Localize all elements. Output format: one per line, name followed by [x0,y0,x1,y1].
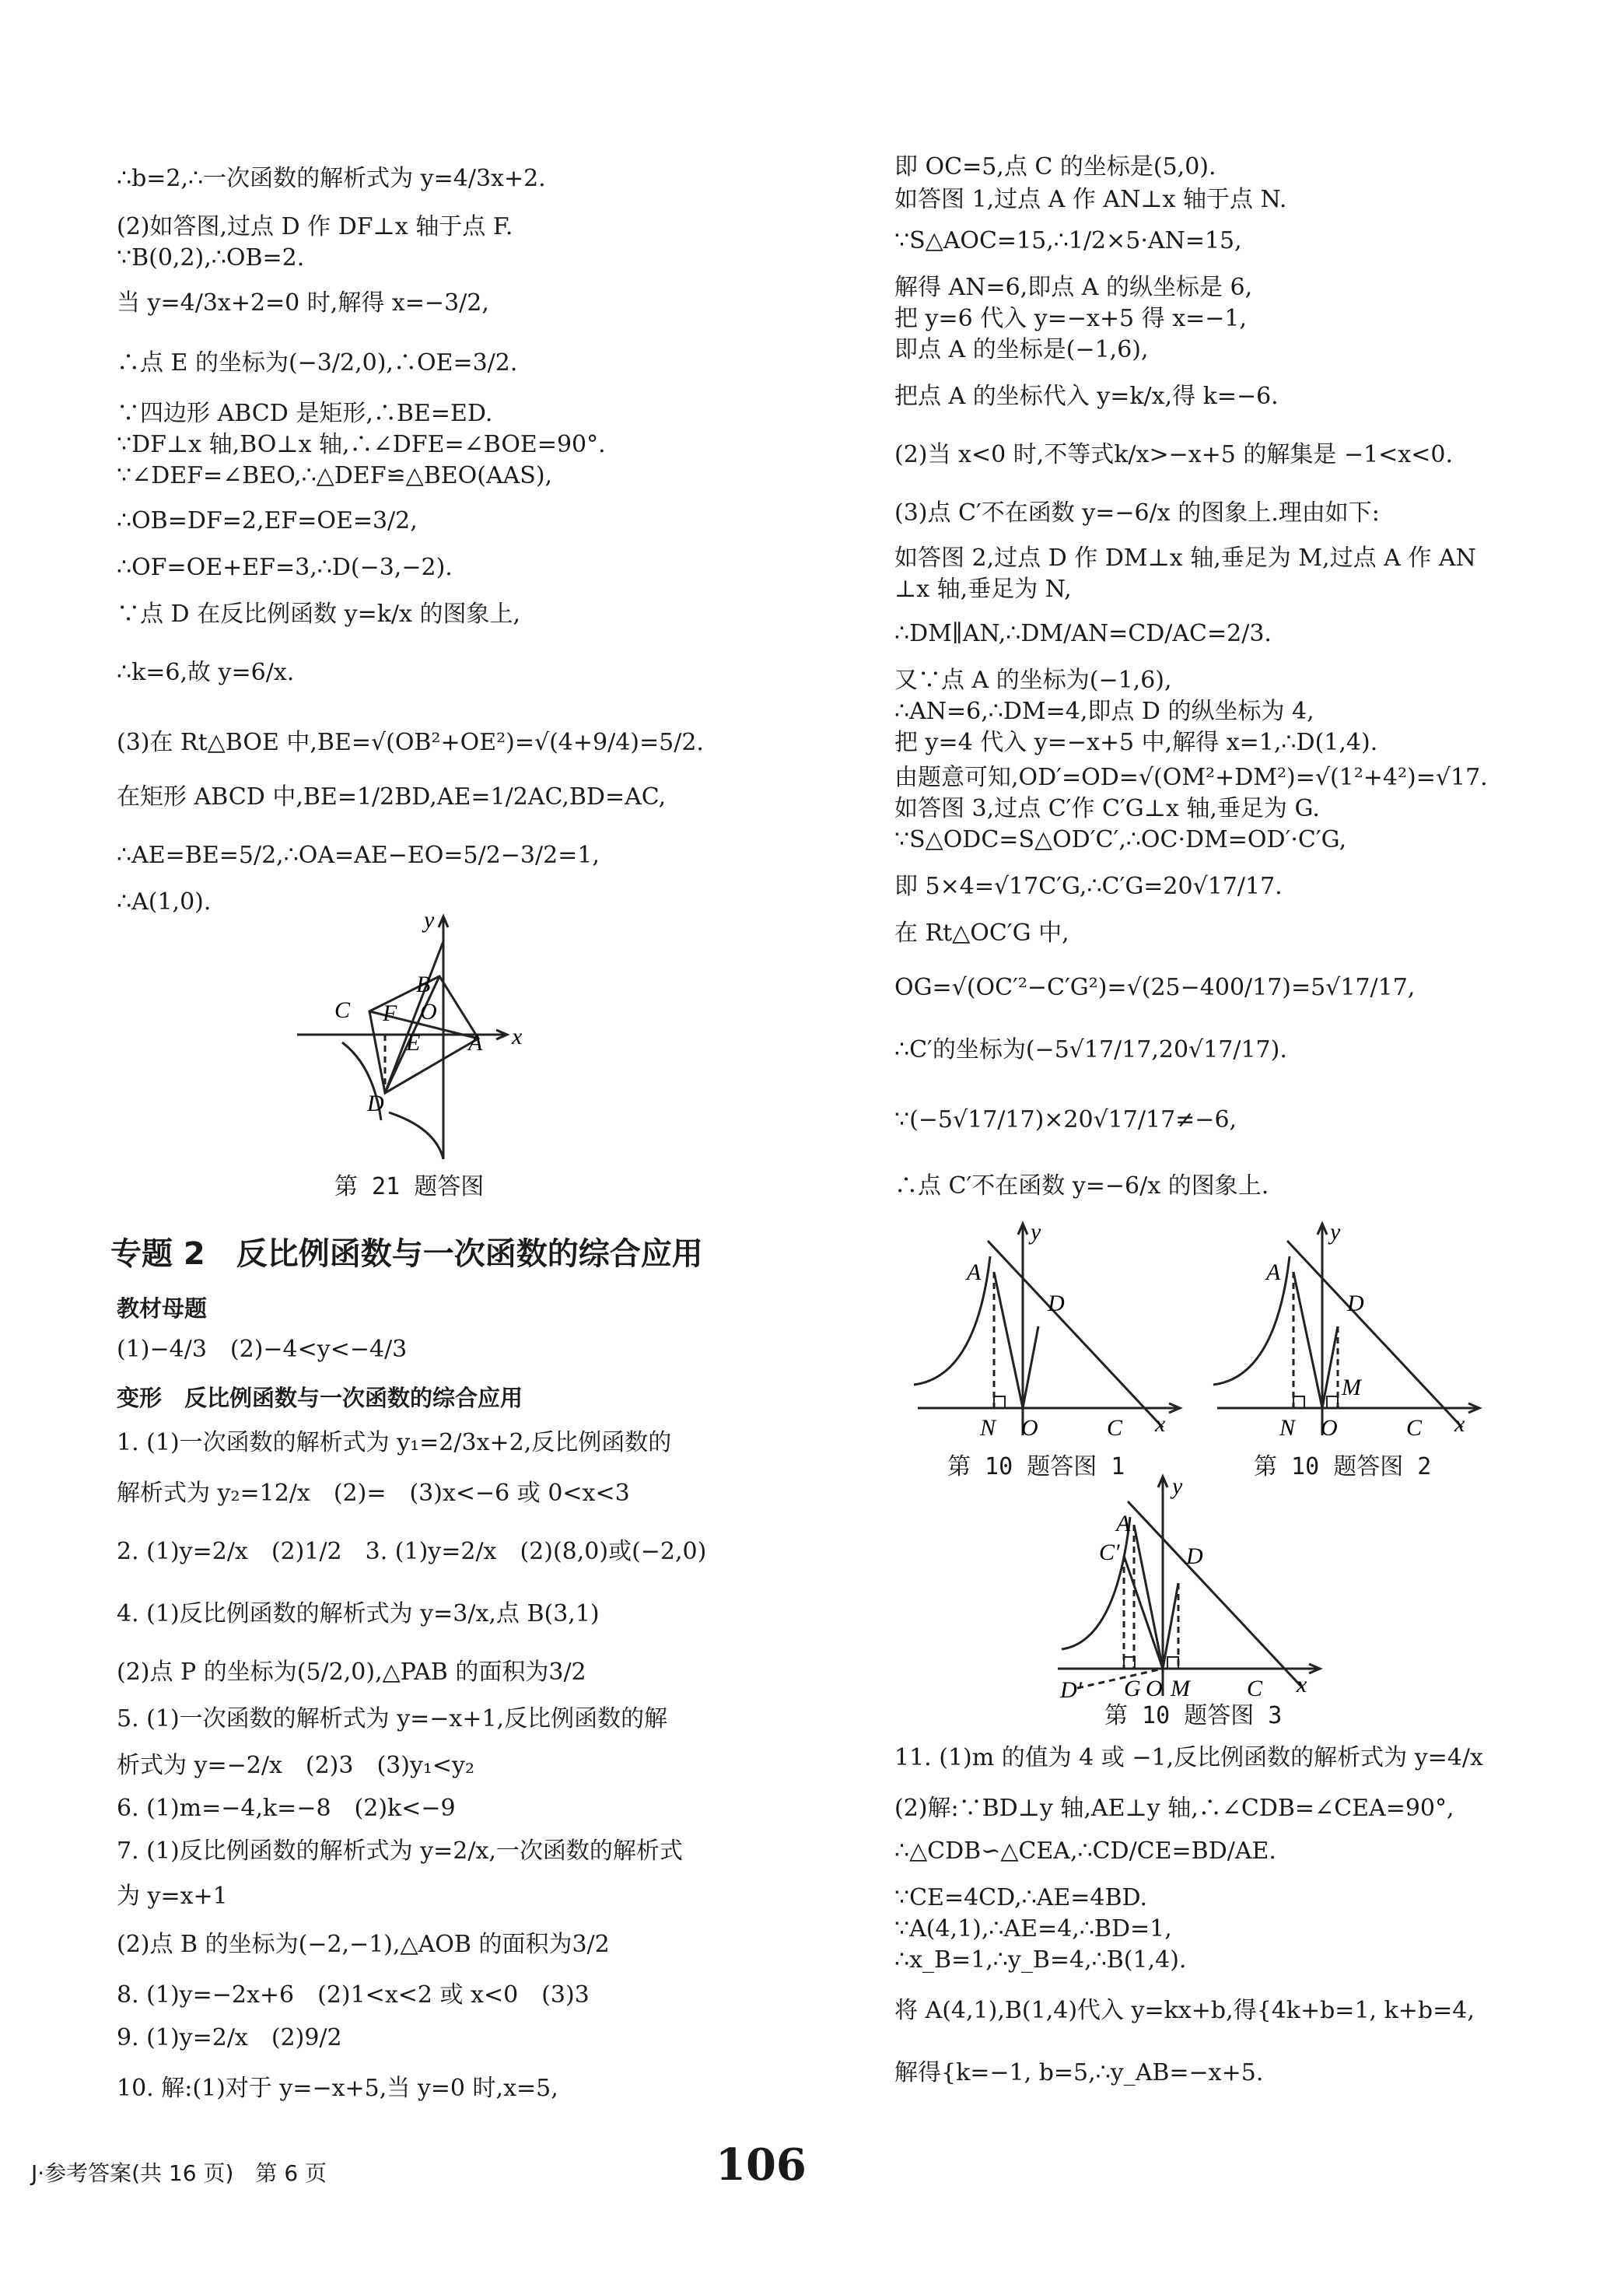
text-line: 11. (1)m 的值为 4 或 −1,反比例函数的解析式为 y=4/x [894,1744,1483,1771]
topic-title: 专题 2 反比例函数与一次函数的综合应用 [110,1236,703,1272]
figure-10-1 [906,1210,1194,1443]
text-line: ∴△CDB∽△CEA,∴CD/CE=BD/AE. [894,1837,1276,1865]
text-line: 将 A(4,1),B(1,4)代入 y=kx+b,得{4k+b=1, k+b=4, [894,1997,1475,2024]
fig10-2-label-o: O [1321,1415,1338,1441]
fig10-3-label-y: y [1172,1473,1183,1499]
text-line: ∴DM∥AN,∴DM/AN=CD/AC=2/3. [894,620,1272,647]
fig10-1-label-c: C [1107,1415,1123,1441]
text-line: ⊥x 轴,垂足为 N, [894,576,1072,603]
text-line: 4. (1)反比例函数的解析式为 y=3/x,点 B(3,1) [117,1600,600,1627]
text-line: ∵S△ODC=S△OD′C′,∴OC·DM=OD′·C′G, [894,826,1347,853]
text-line: 在 Rt△OC′G 中, [894,920,1069,947]
text-line: 为 y=x+1 [117,1883,228,1910]
fig21-label-o: O [420,999,437,1025]
fig10-2-label-a: A [1266,1259,1281,1285]
text-line: ∴点 E 的坐标为(−3/2,0),∴OE=3/2. [117,349,518,377]
footer-label: J·参考答案(共 16 页) 第 6 页 [31,2160,327,2186]
text-line: 即 OC=5,点 C 的坐标是(5,0). [894,153,1216,180]
fig21-label-f: F [383,1000,397,1026]
text-line: 解得 AN=6,即点 A 的纵坐标是 6, [894,274,1253,301]
text-line: (3)在 Rt△BOE 中,BE=√(OB²+OE²)=√(4+9/4)=5/2. [117,729,704,756]
text-line: (1)−4/3 (2)−4<y<−4/3 [117,1336,408,1363]
text-line: ∴k=6,故 y=6/x. [117,659,295,686]
fig21-label-y: y [424,907,435,933]
text-line: 如答图 3,过点 C′作 C′G⊥x 轴,垂足为 G. [894,795,1320,822]
fig10-3-label-c: C [1247,1676,1263,1701]
fig10-3-label-a: A [1116,1511,1131,1536]
fig10-1-label-n: N [980,1415,996,1441]
fig10-1-label-x: x [1155,1411,1166,1437]
text-line: ∴AN=6,∴DM=4,即点 D 的纵坐标为 4, [894,698,1314,725]
fig10-1-label-y: y [1031,1219,1041,1245]
fig10-2-label-c: C [1406,1415,1423,1441]
figure-10-3 [1046,1470,1334,1704]
figure-10-2 [1206,1210,1493,1443]
text-line: ∵点 D 在反比例函数 y=k/x 的图象上, [117,601,521,628]
fig10-3-label-o: O [1146,1676,1163,1701]
text-line: ∵(−5√17/17)×20√17/17≠−6, [894,1106,1237,1133]
fig10-caption-1: 第 10 题答图 1 [947,1453,1125,1480]
fig10-2-label-x: x [1454,1411,1465,1437]
text-line: ∴x_B=1,∴y_B=4,∴B(1,4). [894,1946,1187,1974]
fig10-2-label-m: M [1342,1375,1361,1400]
fig10-3-label-m: M [1171,1676,1190,1701]
text-line: (2)点 P 的坐标为(5/2,0),△PAB 的面积为3/2 [117,1659,586,1686]
fig21-label-e: E [406,1030,421,1056]
fig10-3-label-c-prime: C′ [1099,1540,1120,1565]
text-line: (2)当 x<0 时,不等式k/x>−x+5 的解集是 −1<x<0. [894,441,1453,468]
text-line: (3)点 C′不在函数 y=−6/x 的图象上.理由如下: [894,499,1380,527]
text-line: 即 5×4=√17C′G,∴C′G=20√17/17. [894,873,1283,900]
text-line: ∵∠DEF=∠BEO,∴△DEF≌△BEO(AAS), [117,462,553,489]
fig10-2-label-d: D [1347,1291,1364,1316]
fig10-3-label-d-prime: D′ [1060,1677,1083,1703]
fig10-1-label-d: D [1048,1291,1065,1316]
text-line: 10. 解:(1)对于 y=−x+5,当 y=0 时,x=5, [117,2075,558,2102]
text-line: 解析式为 y₂=12/x (2)= (3)x<−6 或 0<x<3 [117,1480,630,1507]
fig21-label-a: A [468,1030,483,1056]
figure-21 [288,902,552,1167]
fig10-1-label-o: O [1021,1415,1038,1441]
text-line: ∵四边形 ABCD 是矩形,∴BE=ED. [117,400,493,427]
text-line: ∵B(0,2),∴OB=2. [117,244,305,271]
text-line: (2)点 B 的坐标为(−2,−1),△AOB 的面积为3/2 [117,1931,610,1958]
text-line: 9. (1)y=2/x (2)9/2 [117,2024,342,2051]
text-line: 当 y=4/3x+2=0 时,解得 x=−3/2, [117,289,489,317]
fig10-3-label-g: G [1124,1676,1141,1701]
text-line: ∴OB=DF=2,EF=OE=3/2, [117,507,418,534]
fig21-label-x: x [512,1024,523,1049]
text-line: 析式为 y=−2/x (2)3 (3)y₁<y₂ [117,1752,475,1779]
fig21-label-d: D [367,1091,384,1116]
text-line: (2)如答图,过点 D 作 DF⊥x 轴于点 F. [117,213,513,240]
topic-sub-variant: 变形 反比例函数与一次函数的综合应用 [117,1385,523,1411]
text-line: ∴AE=BE=5/2,∴OA=AE−EO=5/2−3/2=1, [117,842,600,869]
fig10-3-label-x: x [1297,1672,1307,1697]
text-line: 如答图 1,过点 A 作 AN⊥x 轴于点 N. [894,186,1287,213]
text-line: 7. (1)反比例函数的解析式为 y=2/x,一次函数的解析式 [117,1837,683,1865]
fig21-label-c: C [334,997,351,1023]
text-line: 5. (1)一次函数的解析式为 y=−x+1,反比例函数的解 [117,1705,668,1732]
text-line: 把点 A 的坐标代入 y=k/x,得 k=−6. [894,383,1279,410]
text-line: ∵A(4,1),∴AE=4,∴BD=1, [894,1915,1172,1942]
fig10-2-label-n: N [1279,1415,1296,1441]
text-line: 如答图 2,过点 D 作 DM⊥x 轴,垂足为 M,过点 A 作 AN [894,545,1476,572]
fig10-3-label-d: D [1186,1543,1203,1569]
fig10-caption-3: 第 10 题答图 3 [1104,1702,1283,1729]
text-line: ∴点 C′不在函数 y=−6/x 的图象上. [894,1172,1269,1200]
text-line: ∵CE=4CD,∴AE=4BD. [894,1884,1148,1911]
text-line: 把 y=4 代入 y=−x+5 中,解得 x=1,∴D(1,4). [894,729,1378,756]
text-line: OG=√(OC′²−C′G²)=√(25−400/17)=5√17/17, [894,974,1416,1001]
text-line: ∴b=2,∴一次函数的解析式为 y=4/3x+2. [117,165,546,192]
fig21-caption: 第 21 题答图 [334,1173,485,1200]
fig21-label-b: B [416,972,431,997]
text-line: ∵S△AOC=15,∴1/2×5·AN=15, [894,227,1242,254]
fig10-1-label-a: A [967,1259,982,1285]
text-line: 即点 A 的坐标是(−1,6), [894,336,1149,363]
text-line: 把 y=6 代入 y=−x+5 得 x=−1, [894,305,1248,332]
text-line: 6. (1)m=−4,k=−8 (2)k<−9 [117,1795,456,1822]
topic-sub-textbook: 教材母题 [117,1295,208,1322]
text-line: 2. (1)y=2/x (2)1/2 3. (1)y=2/x (2)(8,0)或(−2,0) [117,1538,707,1565]
text-line: ∴OF=OE+EF=3,∴D(−3,−2). [117,554,453,581]
text-line: 1. (1)一次函数的解析式为 y₁=2/3x+2,反比例函数的 [117,1429,672,1456]
text-line: 8. (1)y=−2x+6 (2)1<x<2 或 x<0 (3)3 [117,1981,590,2009]
text-line: 解得{k=−1, b=5,∴y_AB=−x+5. [894,2059,1264,2086]
text-line: ∴C′的坐标为(−5√17/17,20√17/17). [894,1036,1287,1063]
text-line: ∵DF⊥x 轴,BO⊥x 轴,∴∠DFE=∠BOE=90°. [117,431,606,458]
text-line: ∴A(1,0). [117,888,212,916]
fig10-caption-2: 第 10 题答图 2 [1254,1453,1432,1480]
text-line: 又∵点 A 的坐标为(−1,6), [894,667,1172,694]
text-line: 由题意可知,OD′=OD=√(OM²+DM²)=√(1²+4²)=√17. [894,764,1488,791]
text-line: (2)解:∵BD⊥y 轴,AE⊥y 轴,∴∠CDB=∠CEA=90°, [894,1795,1454,1822]
page-number: 106 [716,2139,807,2191]
text-line: 在矩形 ABCD 中,BE=1/2BD,AE=1/2AC,BD=AC, [117,783,667,811]
fig10-2-label-y: y [1330,1219,1341,1245]
